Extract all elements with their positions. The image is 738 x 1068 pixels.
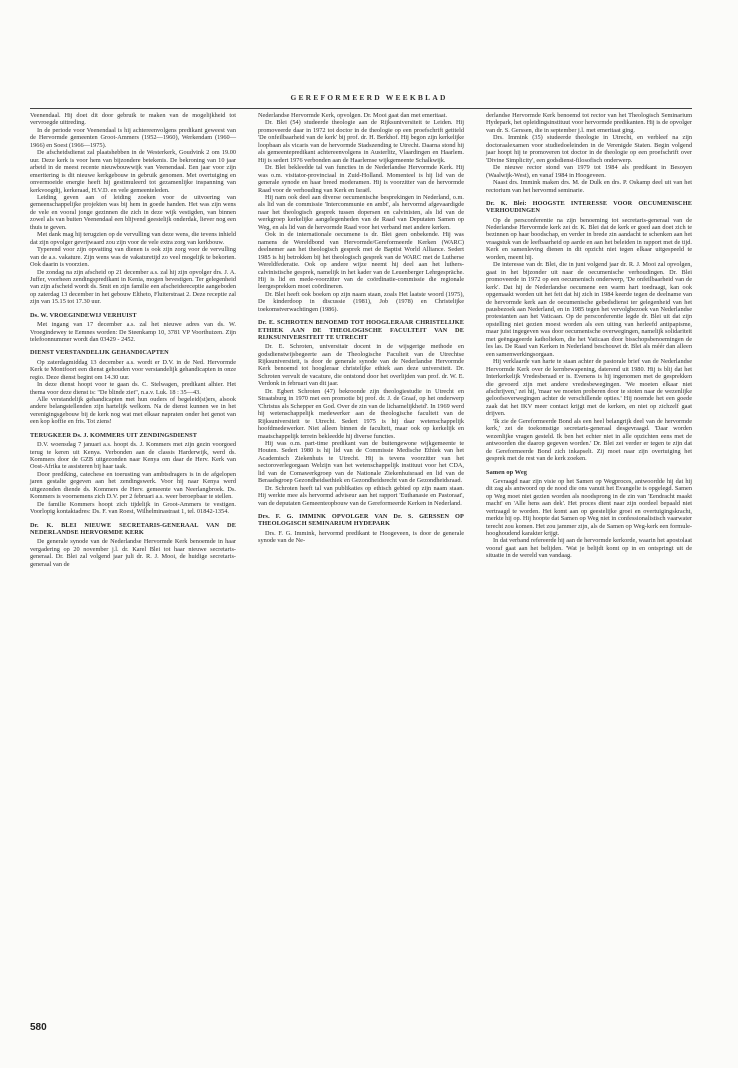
- column-2: [258, 112, 464, 545]
- article-paragraph: De interesse van dr. Blei, die in juni volgend jaar dr. R. J. Mooi zal opvolgen, gaat in het bijzonder uit naar de oecumenische verhoudingen. Dr. Blei promoveerde in 1972 op een oecumenisch onderwerp, 'De onfeilbaarheid van de kerk'. Dat hij de Nederlandse oecumene een warm hart toedraagt, kan ook opgemaakt worden uit het feit dat hij zich in 1984 keerde tegen de deelname van de hervormde kerk aan de oecumenische gebedsdienst ter gelegenheid van het pausbezoek aan Nederland, en in 1985 tegen het vervolgbezoek van Nederlandse protestanten aan het Vaticaan. Op de persconferentie legde dr. Blei uit dat zijn opstelling niet gezien moest worden als een uiting van herleefd antipapisme, maar juist ingegeven was door oecumenische overwegingen, namelijk solidariteit met geëngageerde katholieken, die het Vaticaan door bisschopsbenoemingen de les las. De Raad van Kerken in Nederland beschouwt dr. Blei als méér dan alleen een samenwerkingsorgaan.: [486, 261, 692, 358]
- article-paragraph: De afscheidsdienst zal plaatshebben in de Westerkerk, Goudvink 2 om 19.00 uur. Deze kerk is voor hem van bijzondere betekenis. De bekroning van 10 jaar arbeid in de meest recente nieuwbouwwijk van Veenendaal. Een jaar voor zijn emeritering is dit nieuwe kerkgebouw in gebruik genomen. Met overtuiging en onvermoeide energie heeft hij gestimuleerd tot gezamenlijke inspanning van kerkvoogdij, kerkeraad, H.V.D. en vele gemeenteleden.: [30, 149, 236, 194]
- article-paragraph: Dr. E. Schroten, universitair docent in de wijsgerige methode en godsdienstwijsbegeerte aan de Theologische Faculteit van de Utrechtse Rijksuniversiteit, is door de generale synode van de Nederlandse Hervormde Kerk benoemd tot hoogleraar christelijke ethiek aan deze universiteit. Dr. Schroten vervult de vacature, die ontstond door het overlijden van prof. dr. W. E. Verdonk in februari van dit jaar.: [258, 343, 464, 388]
- article-paragraph: In deze dienst hoopt voor te gaan ds. C. Stelwagen, predikant alhier. Het thema voor deze dienst is: "De blinde ziet", n.a.v. Luk. 18 : 35—43.: [30, 381, 236, 396]
- article-paragraph: Veenendaal. Hij doet dit door gebruik te maken van de mogelijkheid tot vervroegde uittreding.: [30, 112, 236, 127]
- article-paragraph: In de periode voor Veenendaal is hij achtereenvolgens predikant geweest van de Hervormde gemeenten Groot-Ammers (1952—1960), Werkendam (1960—1966) en Soest (1966—1975).: [30, 126, 236, 149]
- article-paragraph: Op zaterdagmiddag 13 december a.s. wordt er D.V. in de Ned. Hervormde Kerk te Montfoort een dienst gehouden voor verstandelijk gehandicapten in onze regio. Deze dienst begint om 14.30 uur.: [30, 358, 236, 381]
- article-paragraph: De nieuwe rector stond van 1979 tot 1984 als predikant in Besoyen (Waalwijk-West), en vanaf 1984 in Hoogeveen.: [486, 164, 692, 179]
- article-paragraph: Dr. Blei (54) studeerde theologie aan de Rijksuniversiteit te Leiden. Hij promoveerde daar in 1972 tot doctor in de theologie op een proefschrift getiteld 'De onfeilbaarheid van de kerk' bij prof. dr. H. Berkhof. Hij begon zijn kerkelijke loopbaan als vicaris van de hervormde Stadszending te Utrecht. Daarna stond hij als gemeentepredikant achtereenvolgens in Austerlitz, Vlaardingen en Haarlem. Hij is sedert 1976 verbonden aan de Haarlemse wijkgemeente Schalkwijk.: [258, 119, 464, 164]
- article-paragraph: Ook in de internationale oecumene is dr. Blei geen onbekende. Hij was namens de Wereldbond van Hervormde/Gereformeerde Kerken (WARC) deelnemer aan het theologisch gesprek met de Baptist World Alliance. Sedert 1985 is hij betrokken bij het theologisch gesprek van de WARC met de Lutherse Wereldfederatie. Ook op andere wijze neemt hij deel aan het luthers-calvinistische gesprek, namelijk in het kader van de Leuenberger Lehrgespräche. Hij is lid en mede-voorzitter van de coördinatie-commissie die regionale leergesprekken moet coördineren.: [258, 231, 464, 291]
- article-paragraph: Dr. Schroten heeft tal van publikaties op ethisch gebied op zijn naam staan. Hij werkte mee als hervormd adviseur aan het rapport 'Euthanasie en Pastoraat', van de deputaten Gemeenteopbouw van de Gereformeerde Kerken in Nederland.: [258, 484, 464, 507]
- article-paragraph: Op de persconferentie na zijn benoeming tot secretaris-generaal van de Nederlandse Hervormde kerk zei dr. K. Blei dat de kerk er goed aan doet zich te bezinnen op haar boodschap, en verder in brede zin aandacht te schenken aan het vraagstuk van de leefbaarheid op aarde en aan het beleiden in rapport met de tijd. Kerk en samenleving dienen in dit opzicht niet tegen elkaar uitgespeeld te worden, meent hij.: [486, 216, 692, 261]
- article-paragraph: Naast drs. Immink maken drs. M. de Dulk en drs. P. Oskamp deel uit van het rectorium van het hervormd seminarie.: [486, 179, 692, 194]
- article-paragraph: Dr. Blei bekleedde tal van functies in de Nederlandse Hervormde Kerk. Hij was o.m. visitator-provinciaal in Zuid-Holland. Momenteel is hij lid van de generale synode en haar breed moderamen. Hij is voorzitter van de hervormde Raad voor de verhouding van Kerk en Israël.: [258, 164, 464, 194]
- article-paragraph: Hij verklaarde van harte te staan achter de pastorale brief van de Nederlandse Hervormde Kerk over de kernbewapening, daterend uit 1980. Hij is blij dat het Interkerkelijk Vredesberaad er is. Evenens is hij ingenomen met de gesprekken die gevoerd zijn met andere vredesbewegingen. 'We moeten elkaar niet afschrijven,' zei hij, 'maar we moeten proberen door te stoten naar de wezenlijke geloofsoverwegingen achter de verschillende opties.' Hij noemde het een goede zaak dat het IKV meer contact krijgt met de kerken, en niet op zichzelf gaat drijven.: [486, 358, 692, 418]
- article-paragraph: Met dank mag hij terugzien op de vervulling van deze wens, die tevens inhield dat zijn opvolger gevrijwaard zou zijn voor de vele extra zorg van kerkbouw.: [30, 231, 236, 246]
- article-heading: TERUGKEER Ds. J. KOMMERS UIT ZENDINGSDIENST: [30, 431, 198, 439]
- article-paragraph: De zondag na zijn afscheid op 21 december a.s. zal hij zijn opvolger drs. J. A. Juffer, voorheen zendingspredikant in Kenia, mogen bevestigen. Ter gelegenheid van zijn afscheid wordt ds. Smit en zijn familie een afscheidsreceptie aangeboden op zaterdag 13 december in het gebouw Eltheto, Fluiterstraat 2. Deze receptie zal zijn van 15.15 tot 17.30 uur.: [30, 268, 236, 306]
- article-paragraph: Hij nam ook deel aan diverse oecumenische besprekingen in Nederland, o.m. als lid van de commissie 'Intercommunie en ambt', als hervormd afgevaardigde naar het theologisch gesprek tussen dopersen en calvinisten, als lid van de werkgroep kerkelijke aangelegenheden van de Raad van Deputaten Samen op Weg, en als lid van de hervormde Raad voor het verband met andere kerken.: [258, 193, 464, 231]
- article-paragraph: 'Ik zie de Gereformeerde Bond als een heel belangrijk deel van de hervormde kerk,' zei de toekomstige secretaris-generaal desgevraagd. 'Daar worden wezenlijke vragen gesteld. Ik ben het echter niet in alle opzichten eens met de antwoorden die daarop gegeven worden.' Dr. Blei zei verder er tegen te zijn dat de Gereformeerde Bond zich inkapselt. Zij moet naar zijn overtuiging het gesprek met de rest van de kerk zoeken.: [486, 417, 692, 463]
- article-heading: Drs. F. G. IMMINK OPVOLGER VAN Dr. S. GERSSEN OP THEOLOGISCH SEMINARIUM HYDEPARK: [258, 513, 464, 528]
- article-heading: Dr. E. SCHROTEN BENOEMD TOT HOOGLERAAR CHRISTELIJKE ETHIEK AAN DE THEOLOGISCHE FACULTEIT VAN DE RIJKSUNIVERSITEIT TE UTRECHT: [258, 319, 464, 341]
- article-paragraph: Dr. Egbert Schroten (47) bekroonde zijn theologiestudie in Utrecht en Straatsburg in 1970 met een promotie bij prof. dr. J. de Graaf, op het onderwerp 'Christus als Schepper en God. Over de zin van de lichamelijkheid'. In 1969 werd hij wetenschappelijk medewerker aan de theologische faculteit van de Rijksuniversiteit te Utrecht. Sedert 1975 is hij daar wetenschappelijk hoofdmedewerker. Niet alleen binnen de faculteit, maar ook op kerkelijk en maatschappelijk terrein bekleedde hij diverse functies.: [258, 387, 464, 440]
- column-3: [486, 112, 692, 560]
- article-paragraph: In dat verband refereerde hij aan de hervormde kerkorde, waarin het apostolaat vooraf gaat aan het belijden. 'Wat je belijdt komt op in en ontspringt uit de situatie in de wereld van vandaag.: [486, 537, 692, 560]
- masthead-rule: [30, 108, 692, 109]
- article-paragraph: Drs. F. G. Immink, hervormd predikant te Hoogeveen, is door de generale synode van de Ne-: [258, 529, 464, 545]
- page-number: 580: [30, 1022, 47, 1033]
- article-paragraph: Drs. Immink (35) studeerde theologie in Utrecht, en verbleef na zijn doctoraalexamen voor studiedoeleinden in de Verenigde Staten. Begin volgend jaar hoopt hij te promoveren tot doctor in de theologie op een proefschrift over 'Divine Simplicity', een godsdienst-filosofisch onderwerp.: [486, 134, 692, 164]
- article-paragraph: Leiding geven aan of leiding zoeken voor de uitvoering van gemeenschappelijke projekten was bij hem in goede handen. Het was zijn wens de vele en vooral jonge gezinnen die zich in deze wijk vestigden, van binnen zowel als van buiten Veenendaal een blijvend geestelijk onderdak, liever nog een thuis te geven.: [30, 193, 236, 231]
- article-heading: Samen op Weg: [486, 468, 527, 476]
- masthead-title: GEREFORMEERD WEEKBLAD: [290, 93, 448, 102]
- column-1: [30, 112, 236, 568]
- article-paragraph: De generale synode van de Nederlandse Hervormde Kerk benoemde in haar vergadering op 20 november j.l. dr. Karel Blei tot haar nieuwe secretaris-generaal. Dr. Blei zal volgend jaar juli dr. R. J. Mooi, de huidige secretaris-generaal van de: [30, 538, 236, 568]
- article-paragraph: De familie Kommers hoopt zich tijdelijk in Groot-Ammers te vestigen. Voorlopig kontaktadres: Ds. F. van Roest, Wilhelminastraat 1, tel. 01842-1354.: [30, 500, 236, 516]
- article-paragraph: D.V. woensdag 7 januari a.s. hoopt ds. J. Kommers met zijn gezin voorgoed terug te keren uit Kenya. Verbonden aan de classis Harderwijk, werd ds. Kommers door de GZB uitgezonden naar Kenya om daar de Herv. Kerk van Oost-Afrika te assisteren bij haar taak.: [30, 441, 236, 471]
- article-paragraph: Nederlandse Hervormde Kerk, opvolgen. Dr. Mooi gaat dan met emeritaat.: [258, 112, 448, 119]
- article-paragraph: Gevraagd naar zijn visie op het Samen op Wegproces, antwoordde hij dat hij dit zag als antwoord op de nood die ons vanuit het Evangelie is opgelegd. Samen op Weg moet niet gezien worden als noodsprong in de zin van 'Eendracht maakt macht' en 'Alle hens aan dek'. Het proces dient naar zijn oordeel bepaald niet vertraagd te worden. Het komt aan op geestelijke groei en overtuigingskracht, merkte hij op. Hij hoopte dat Samen op Weg niet in confessionalistisch vaarwater terecht zou komen. Het zou jammer zijn, als de Samen op Weg-kerk een formule-hooghoudend karakter krijgt.: [486, 477, 692, 537]
- article-paragraph: Alle verstandelijk gehandicapten met hun ouders of begeleid(st)ers, alsook andere belangstellenden zijn hartelijk welkom. Na de dienst kunnen we in het verenigingsgebouw bij de kerk nog wat met elkaar napraten onder het genot van een kop koffie en fris. Tot ziens!: [30, 396, 236, 426]
- article-heading: Ds. W. VROEGINDEWIJ VERHUIST: [30, 311, 137, 319]
- article-heading: Dr. K. BLEI NIEUWE SECRETARIS-GENERAAL VAN DE NEDERLANDSE HERVORMDE KERK: [30, 521, 236, 536]
- article-paragraph: Hij was o.m. part-time predikant van de buitengewone wijkgemeente te Houten. Sedert 1980 is hij lid van de Commissie Medische Ethiek van het Academisch Ziekenhuis te Utrecht. Hij is tevens voorzitter van het sectoroverlegorgaan Welzijn van het wetenschappelijk instituut voor het CDA, lid van de Comawerkgroep van de Nationale Ziekenhuisraad en lid van de Beraadsgroep Gezondheidsethiek en Gezondheidsrecht van de Gezondheidsraad.: [258, 440, 464, 485]
- article-paragraph: Met ingang van 17 december a.s. zal het nieuwe adres van ds. W. Vroegindewey te Eemnes worden: De Steenkamp 10, 3781 VP Voorthuizen. Zijn telefoonnummer wordt dan 03429 - 2452.: [30, 321, 236, 343]
- article-heading: DIENST VERSTANDELIJK GEHANDICAPTEN: [30, 349, 169, 357]
- article-paragraph: Door prediking, catechese en toerusting van ambtsdragers is in de afgelopen jaren gestalte gegeven aan het zendingswerk. Voor hij naar Kenya werd uitgezonden diende ds. Kommers de Herv. gemeente van Neerlangbroek. Ds. Kommers is voornemens zich D.V. per 2 februari a.s. weer beroepbaar te stellen.: [30, 470, 236, 501]
- article-paragraph: Dr. Blei heeft ook boeken op zijn naam staan, zoals Het laatste woord (1975), De kinderdoop in discussie (1981), Job (1978) en Christelijke toekomstverwachtingen (1986).: [258, 290, 464, 313]
- article-paragraph: derlandse Hervormde Kerk benoemd tot rector van het Theologisch Seminarium Hydepark, het opleidingsinstituut voor hervormde predikanten. Hij is de opvolger van dr. S. Gerssen, die in september j.l. met emeritaat ging.: [486, 112, 692, 134]
- article-paragraph: Typerend voor zijn opvatting van dienen is ook zijn zorg voor de vervulling van de a.s. vakature. Zijn wens was de vakaturetijd zo veel mogelijk te bekorten. Ook daarin is voorzien.: [30, 246, 236, 269]
- article-heading: Dr. K. Blei: HOOGSTE INTERESSE VOOR OECUMENISCHE VERHOUDINGEN: [486, 199, 692, 215]
